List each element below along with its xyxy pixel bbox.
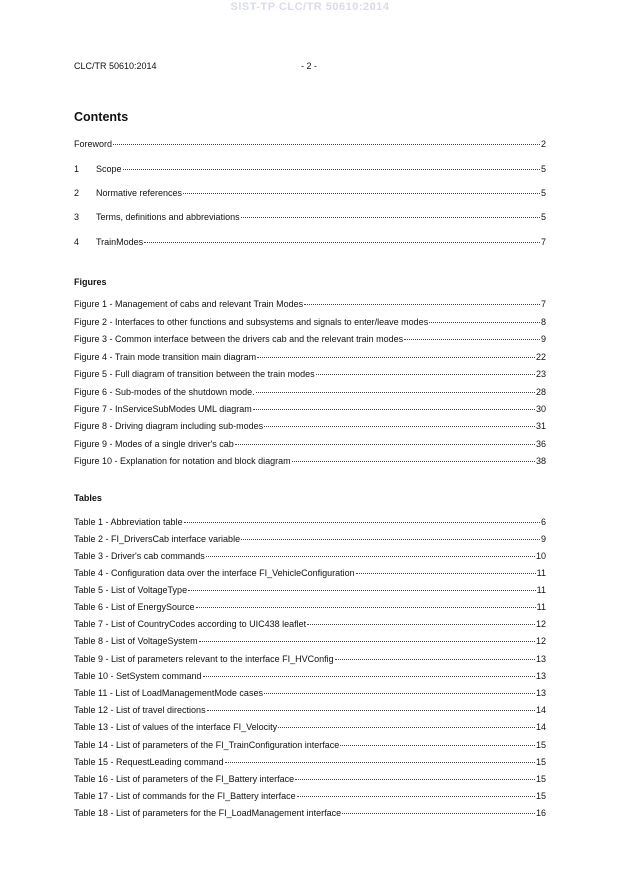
toc-label: Table 5 - List of VoltageType [74, 585, 188, 595]
toc-label: Table 15 - RequestLeading command [74, 757, 224, 767]
leader-dots [316, 374, 535, 375]
toc-page: 8 [540, 317, 546, 327]
toc-label: Figure 6 - Sub-modes of the shutdown mode. [74, 387, 255, 397]
leader-dots [340, 745, 535, 746]
figure-entry[interactable] [74, 351, 546, 363]
toc-page: 28 [535, 387, 546, 397]
contents-heading: Contents [74, 110, 129, 124]
toc-entry-terms[interactable] [74, 211, 546, 223]
toc-page: 13 [535, 688, 546, 698]
toc-label: Scope [96, 164, 122, 174]
toc-entry-normative-references[interactable] [74, 187, 546, 199]
tables-heading: Tables [74, 493, 102, 503]
document-id: CLC/TR 50610:2014 [74, 61, 157, 71]
toc-page: 5 [540, 212, 546, 222]
leader-dots [207, 710, 535, 711]
toc-label: Table 8 - List of VoltageSystem [74, 636, 198, 646]
leader-dots [196, 607, 536, 608]
toc-label: Figure 1 - Management of cabs and relevant Train Modes [74, 299, 304, 309]
toc-label: Table 1 - Abbreviation table [74, 517, 183, 527]
toc-page: 9 [540, 534, 546, 544]
table-entry[interactable] [74, 704, 546, 716]
toc-page: 9 [540, 334, 546, 344]
toc-label: Foreword [74, 139, 113, 149]
toc-page: 7 [540, 237, 546, 247]
toc-page: 31 [535, 421, 546, 431]
toc-number: 4 [74, 237, 80, 247]
toc-entry-scope[interactable] [74, 163, 546, 175]
toc-label: Figure 9 - Modes of a single driver's cab [74, 439, 234, 449]
toc-page: 5 [540, 188, 546, 198]
table-entry[interactable] [74, 670, 546, 682]
toc-page: 6 [540, 517, 546, 527]
leader-dots [183, 193, 540, 194]
toc-label: Table 12 - List of travel directions [74, 705, 206, 715]
toc-page: 11 [536, 568, 546, 578]
toc-page: 16 [535, 808, 546, 818]
toc-label: Table 4 - Configuration data over the interface FI_VehicleConfiguration [74, 568, 355, 578]
leader-dots [206, 556, 535, 557]
table-entry[interactable] [74, 567, 546, 579]
toc-page: 10 [535, 551, 546, 561]
leader-dots [235, 444, 535, 445]
page-number: - 2 - [301, 61, 318, 71]
toc-page: 14 [535, 722, 546, 732]
table-entry[interactable] [74, 635, 546, 647]
table-entry[interactable] [74, 773, 546, 785]
toc-label: Table 7 - List of CountryCodes according to UIC438 leaflet [74, 619, 307, 629]
table-entry[interactable] [74, 687, 546, 699]
leader-dots [342, 813, 535, 814]
toc-label: Table 2 - FI_DriversCab interface variable [74, 534, 241, 544]
table-entry[interactable] [74, 550, 546, 562]
figure-entry[interactable] [74, 386, 546, 398]
toc-page: 14 [535, 705, 546, 715]
leader-dots [429, 322, 540, 323]
leader-dots [292, 461, 535, 462]
toc-label: Figure 5 - Full diagram of transition between the train modes [74, 369, 315, 379]
table-entry[interactable] [74, 756, 546, 768]
toc-label: Table 6 - List of EnergySource [74, 602, 195, 612]
figure-entry[interactable] [74, 455, 546, 467]
leader-dots [123, 169, 540, 170]
leader-dots [184, 522, 540, 523]
toc-page: 7 [540, 299, 546, 309]
toc-label: Figure 3 - Common interface between the drivers cab and the relevant train modes [74, 334, 404, 344]
table-entry[interactable] [74, 618, 546, 630]
toc-page: 15 [535, 774, 546, 784]
figures-heading: Figures [74, 277, 107, 287]
toc-page: 22 [535, 352, 546, 362]
toc-number: 1 [74, 164, 80, 174]
figure-entry[interactable] [74, 368, 546, 380]
toc-number: 3 [74, 212, 80, 222]
figure-entry[interactable] [74, 298, 546, 310]
toc-label: Table 3 - Driver's cab commands [74, 551, 205, 561]
leader-dots [188, 590, 536, 591]
toc-page: 23 [535, 369, 546, 379]
toc-page: 5 [540, 164, 546, 174]
table-entry[interactable] [74, 533, 546, 545]
leader-dots [256, 392, 535, 393]
toc-label: Figure 8 - Driving diagram including sub-modes [74, 421, 264, 431]
leader-dots [225, 762, 535, 763]
leader-dots [307, 624, 535, 625]
figure-entry[interactable] [74, 403, 546, 415]
leader-dots [304, 304, 540, 305]
toc-number: 2 [74, 188, 80, 198]
toc-label: Normative references [96, 188, 183, 198]
leader-dots [295, 779, 535, 780]
toc-page: 12 [535, 619, 546, 629]
toc-entry-foreword[interactable] [74, 138, 546, 150]
toc-label: Table 17 - List of commands for the FI_Battery interface [74, 791, 296, 801]
table-entry[interactable] [74, 653, 546, 665]
table-entry[interactable] [74, 739, 546, 751]
table-entry[interactable] [74, 516, 546, 528]
leader-dots [335, 659, 535, 660]
table-entry[interactable] [74, 601, 546, 613]
leader-dots [264, 693, 535, 694]
toc-label: Terms, definitions and abbreviations [96, 212, 240, 222]
leader-dots [241, 217, 540, 218]
leader-dots [144, 242, 540, 243]
leader-dots [356, 573, 536, 574]
toc-label: Table 18 - List of parameters for the FI_LoadManagement interface [74, 808, 342, 818]
leader-dots [113, 144, 540, 145]
toc-page: 11 [536, 585, 546, 595]
leader-dots [404, 339, 540, 340]
toc-label: Table 13 - List of values of the interface FI_Velocity [74, 722, 278, 732]
toc-page: 15 [535, 791, 546, 801]
toc-label: Figure 2 - Interfaces to other functions and subsystems and signals to enter/leave modes [74, 317, 429, 327]
figure-entry[interactable] [74, 316, 546, 328]
toc-label: Figure 7 - InServiceSubModes UML diagram [74, 404, 252, 414]
watermark: SIST-TP CLC/TR 50610:2014 [230, 1, 390, 13]
toc-page: 38 [535, 456, 546, 466]
table-entry[interactable] [74, 584, 546, 596]
toc-label: Table 14 - List of parameters of the FI_TrainConfiguration interface [74, 740, 340, 750]
figure-entry[interactable] [74, 333, 546, 345]
leader-dots [257, 357, 535, 358]
toc-page: 11 [536, 602, 546, 612]
leader-dots [203, 676, 535, 677]
leader-dots [264, 426, 535, 427]
toc-label: Figure 4 - Train mode transition main diagram [74, 352, 257, 362]
toc-page: 15 [535, 740, 546, 750]
toc-label: TrainModes [96, 237, 144, 247]
toc-entry-trainmodes[interactable] [74, 236, 546, 248]
toc-page: 13 [535, 654, 546, 664]
toc-label: Table 16 - List of parameters of the FI_Battery interface [74, 774, 295, 784]
leader-dots [253, 409, 535, 410]
toc-page: 36 [535, 439, 546, 449]
table-entry[interactable] [74, 790, 546, 802]
table-entry[interactable] [74, 807, 546, 819]
leader-dots [199, 641, 535, 642]
toc-label: Table 11 - List of LoadManagementMode cases [74, 688, 263, 698]
toc-page: 2 [540, 139, 546, 149]
toc-label: Figure 10 - Explanation for notation and block diagram [74, 456, 291, 466]
toc-label: Table 9 - List of parameters relevant to the interface FI_HVConfig [74, 654, 334, 664]
toc-page: 15 [535, 757, 546, 767]
toc-page: 12 [535, 636, 546, 646]
leader-dots [278, 727, 535, 728]
toc-page: 30 [535, 404, 546, 414]
toc-page: 13 [535, 671, 546, 681]
leader-dots [297, 796, 535, 797]
figure-entry[interactable] [74, 420, 546, 432]
table-entry[interactable] [74, 721, 546, 733]
figure-entry[interactable] [74, 438, 546, 450]
toc-label: Table 10 - SetSystem command [74, 671, 202, 681]
leader-dots [241, 539, 540, 540]
